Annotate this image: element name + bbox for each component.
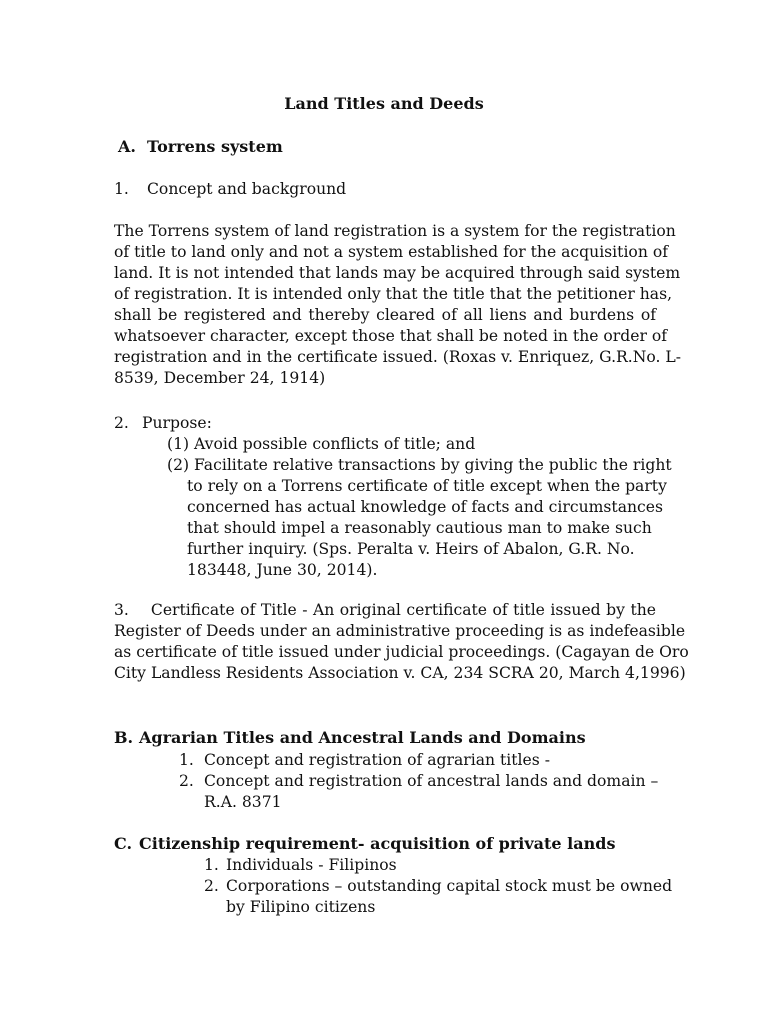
purpose-sub-2-line: 183448, June 30, 2014).	[187, 561, 378, 579]
item-2-number: 2.	[114, 414, 129, 432]
section-c-item-1-number: 1.	[204, 856, 219, 874]
section-b-item-1-text: Concept and registration of agrarian titles -	[204, 751, 550, 769]
certificate-paragraph	[114, 600, 689, 684]
section-b-item-2-text: R.A. 8371	[204, 793, 282, 811]
paragraph-line: land. It is not intended that lands may be acquired through said system	[114, 264, 681, 282]
torrens-paragraph	[114, 221, 682, 389]
purpose-sub-2-line: that should impel a reasonably cautious man to make such	[187, 519, 652, 537]
document-title: Land Titles and Deeds	[284, 94, 484, 113]
section-b-marker: B.	[114, 728, 134, 747]
purpose-sub-2-line: concerned has actual knowledge of facts and circumstances	[187, 498, 663, 516]
section-b-item-1-number: 1.	[179, 751, 194, 769]
paragraph-line: shall be registered and thereby cleared of all liens and burdens of	[114, 306, 656, 324]
item-2-heading: Purpose:	[142, 414, 212, 432]
purpose-sub-2-line: (2) Facilitate relative transactions by giving the public the right	[167, 456, 672, 474]
paragraph-line: 8539, December 24, 1914)	[114, 369, 326, 387]
paragraph-line: City Landless Residents Association v. CA, 234 SCRA 20, March 4,1996)	[114, 664, 686, 682]
section-b-heading: Agrarian Titles and Ancestral Lands and Domains	[139, 728, 586, 747]
paragraph-line: registration and in the certificate issued. (Roxas v. Enriquez, G.R.No. L-	[114, 348, 682, 366]
purpose-sub-2-line: to rely on a Torrens certificate of title except when the party	[187, 477, 667, 495]
section-c-item-2-text: by Filipino citizens	[226, 898, 376, 916]
item-1-heading: Concept and background	[147, 180, 347, 198]
section-c-marker: C.	[114, 834, 133, 853]
section-c-item-2-text: Corporations – outstanding capital stock must be owned	[226, 877, 673, 895]
section-c-item-1-text: Individuals - Filipinos	[226, 856, 397, 874]
section-a-marker: A.	[118, 137, 136, 156]
paragraph-line: of registration. It is intended only that the title that the petitioner has,	[114, 285, 673, 303]
section-b-item-2-number: 2.	[179, 772, 194, 790]
item-1-number: 1.	[114, 180, 129, 198]
section-c-heading: Citizenship requirement- acquisition of private lands	[139, 834, 616, 853]
purpose-sub-2-line: further inquiry. (Sps. Peralta v. Heirs of Abalon, G.R. No.	[187, 540, 635, 558]
section-c-item-2-number: 2.	[204, 877, 219, 895]
paragraph-line: 3. Certificate of Title - An original certificate of title issued by the	[114, 601, 656, 619]
paragraph-line: as certificate of title issued under judicial proceedings. (Cagayan de Oro	[114, 643, 689, 661]
purpose-sub-1: (1) Avoid possible conflicts of title; and	[167, 435, 476, 453]
paragraph-line: of title to land only and not a system established for the acquisition of	[114, 243, 668, 261]
section-b-item-2-text: Concept and registration of ancestral lands and domain –	[204, 772, 659, 790]
paragraph-line: Register of Deeds under an administrative proceeding is as indefeasible	[114, 622, 686, 640]
paragraph-line: The Torrens system of land registration is a system for the registration	[114, 222, 676, 240]
paragraph-line: whatsoever character, except those that shall be noted in the order of	[114, 327, 668, 345]
section-a-heading: Torrens system	[147, 137, 283, 156]
